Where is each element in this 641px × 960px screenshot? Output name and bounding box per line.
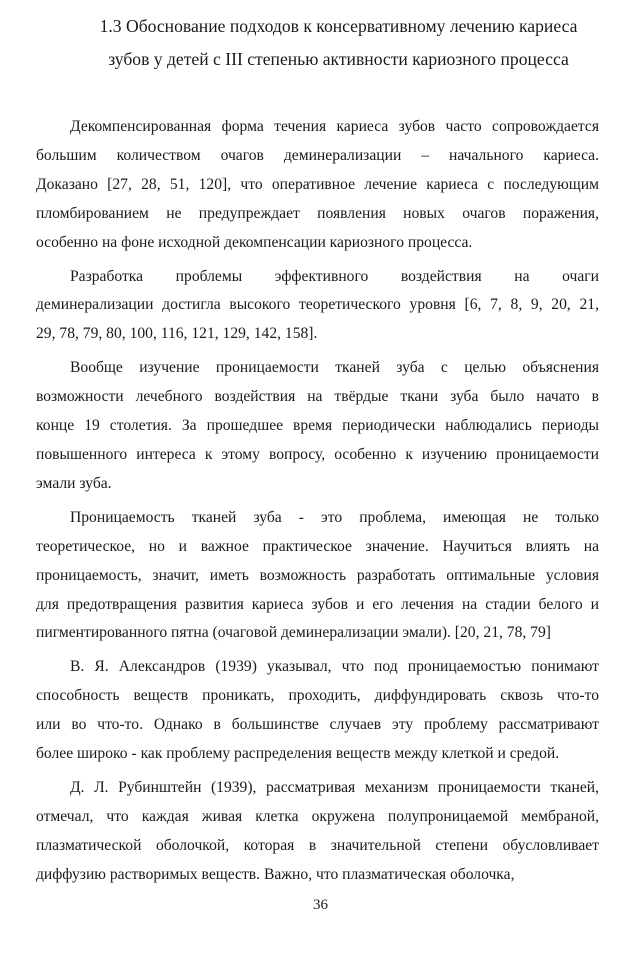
paragraph-line: для предотвращения развития кариеса зубов и его лечения на стадии белого и xyxy=(36,595,599,613)
paragraph xyxy=(36,774,599,890)
paragraph-line: способность веществ проникать, проходить, диффундировать сквозь что-то xyxy=(36,687,599,705)
paragraph-line: диффузию растворимых веществ. Важно, что плазматическая оболочка, xyxy=(36,865,515,883)
paragraph-line: пигментированного пятна (очаговой деминерализации эмали). [20, 21, 78, 79] xyxy=(36,624,551,642)
section-heading xyxy=(70,10,599,76)
paragraph xyxy=(36,263,599,350)
paragraph-line: Доказано [27, 28, 51, 120], что оперативное лечение кариеса с последующим xyxy=(36,175,599,193)
paragraph-line: Проницаемость тканей зуба - это проблема, имеющая не только xyxy=(70,508,599,526)
paragraph-line: деминерализации достигла высокого теоретического уровня [6, 7, 8, 9, 20, 21, xyxy=(36,296,599,314)
paragraph-line: 29, 78, 79, 80, 100, 116, 121, 129, 142, 158]. xyxy=(36,325,318,343)
paragraph xyxy=(36,113,599,258)
paragraph-line: или во что-то. Однако в большинстве случаев эту проблему рассматривают xyxy=(36,716,599,734)
paragraph-line: теоретическое, но и важное практическое значение. Научиться влиять на xyxy=(36,537,599,555)
paragraph-line: плазматической оболочкой, которая в значительной степени обусловливает xyxy=(36,836,599,854)
paragraph-line: Вообще изучение проницаемости тканей зуба с целью объяснения xyxy=(70,359,599,377)
heading-line-2: зубов у детей с III степенью активности кариозного процесса xyxy=(108,49,569,69)
paragraph-line: более широко - как проблему распределения веществ между клеткой и средой. xyxy=(36,745,560,763)
paragraph xyxy=(36,653,599,769)
paragraph-line: эмали зуба. xyxy=(36,474,112,492)
paragraph-line: Декомпенсированная форма течения кариеса зубов часто сопровождается xyxy=(70,118,599,135)
paragraph-line: отмечал, что каждая живая клетка окружена полупроницаемой мембраной, xyxy=(36,807,599,825)
paragraph-line: Разработка проблемы эффективного воздействия на очаги xyxy=(70,267,599,285)
paragraph xyxy=(36,504,599,649)
heading-line-1: 1.3 Обоснование подходов к консервативному лечению кариеса xyxy=(99,16,578,36)
paragraph-line: повышенного интереса к этому вопросу, особенно к изучению проницаемости xyxy=(36,445,599,463)
page-number: 36 xyxy=(313,897,328,913)
body-text xyxy=(36,113,599,890)
paragraph-line: возможности лечебного воздействия на твёрдые ткани зуба было начато в xyxy=(36,388,599,406)
paragraph-line: пломбированием не предупреждает появления новых очагов поражения, xyxy=(36,204,599,222)
paragraph xyxy=(36,354,599,499)
paragraph-line: Д. Л. Рубинштейн (1939), рассматривая механизм проницаемости тканей, xyxy=(70,778,599,796)
paragraph-line: большим количеством очагов деминерализации – начального кариеса. xyxy=(36,146,599,164)
paragraph-line: проницаемость, значит, иметь возможность разработать оптимальные условия xyxy=(36,566,599,584)
paragraph-line: В. Я. Александров (1939) указывал, что под проницаемостью понимают xyxy=(70,658,599,676)
paragraph-line: особенно на фоне исходной декомпенсации кариозного процесса. xyxy=(36,233,473,251)
paragraph-line: конце 19 столетия. За прошедшее время периодически наблюдались периоды xyxy=(36,417,599,435)
